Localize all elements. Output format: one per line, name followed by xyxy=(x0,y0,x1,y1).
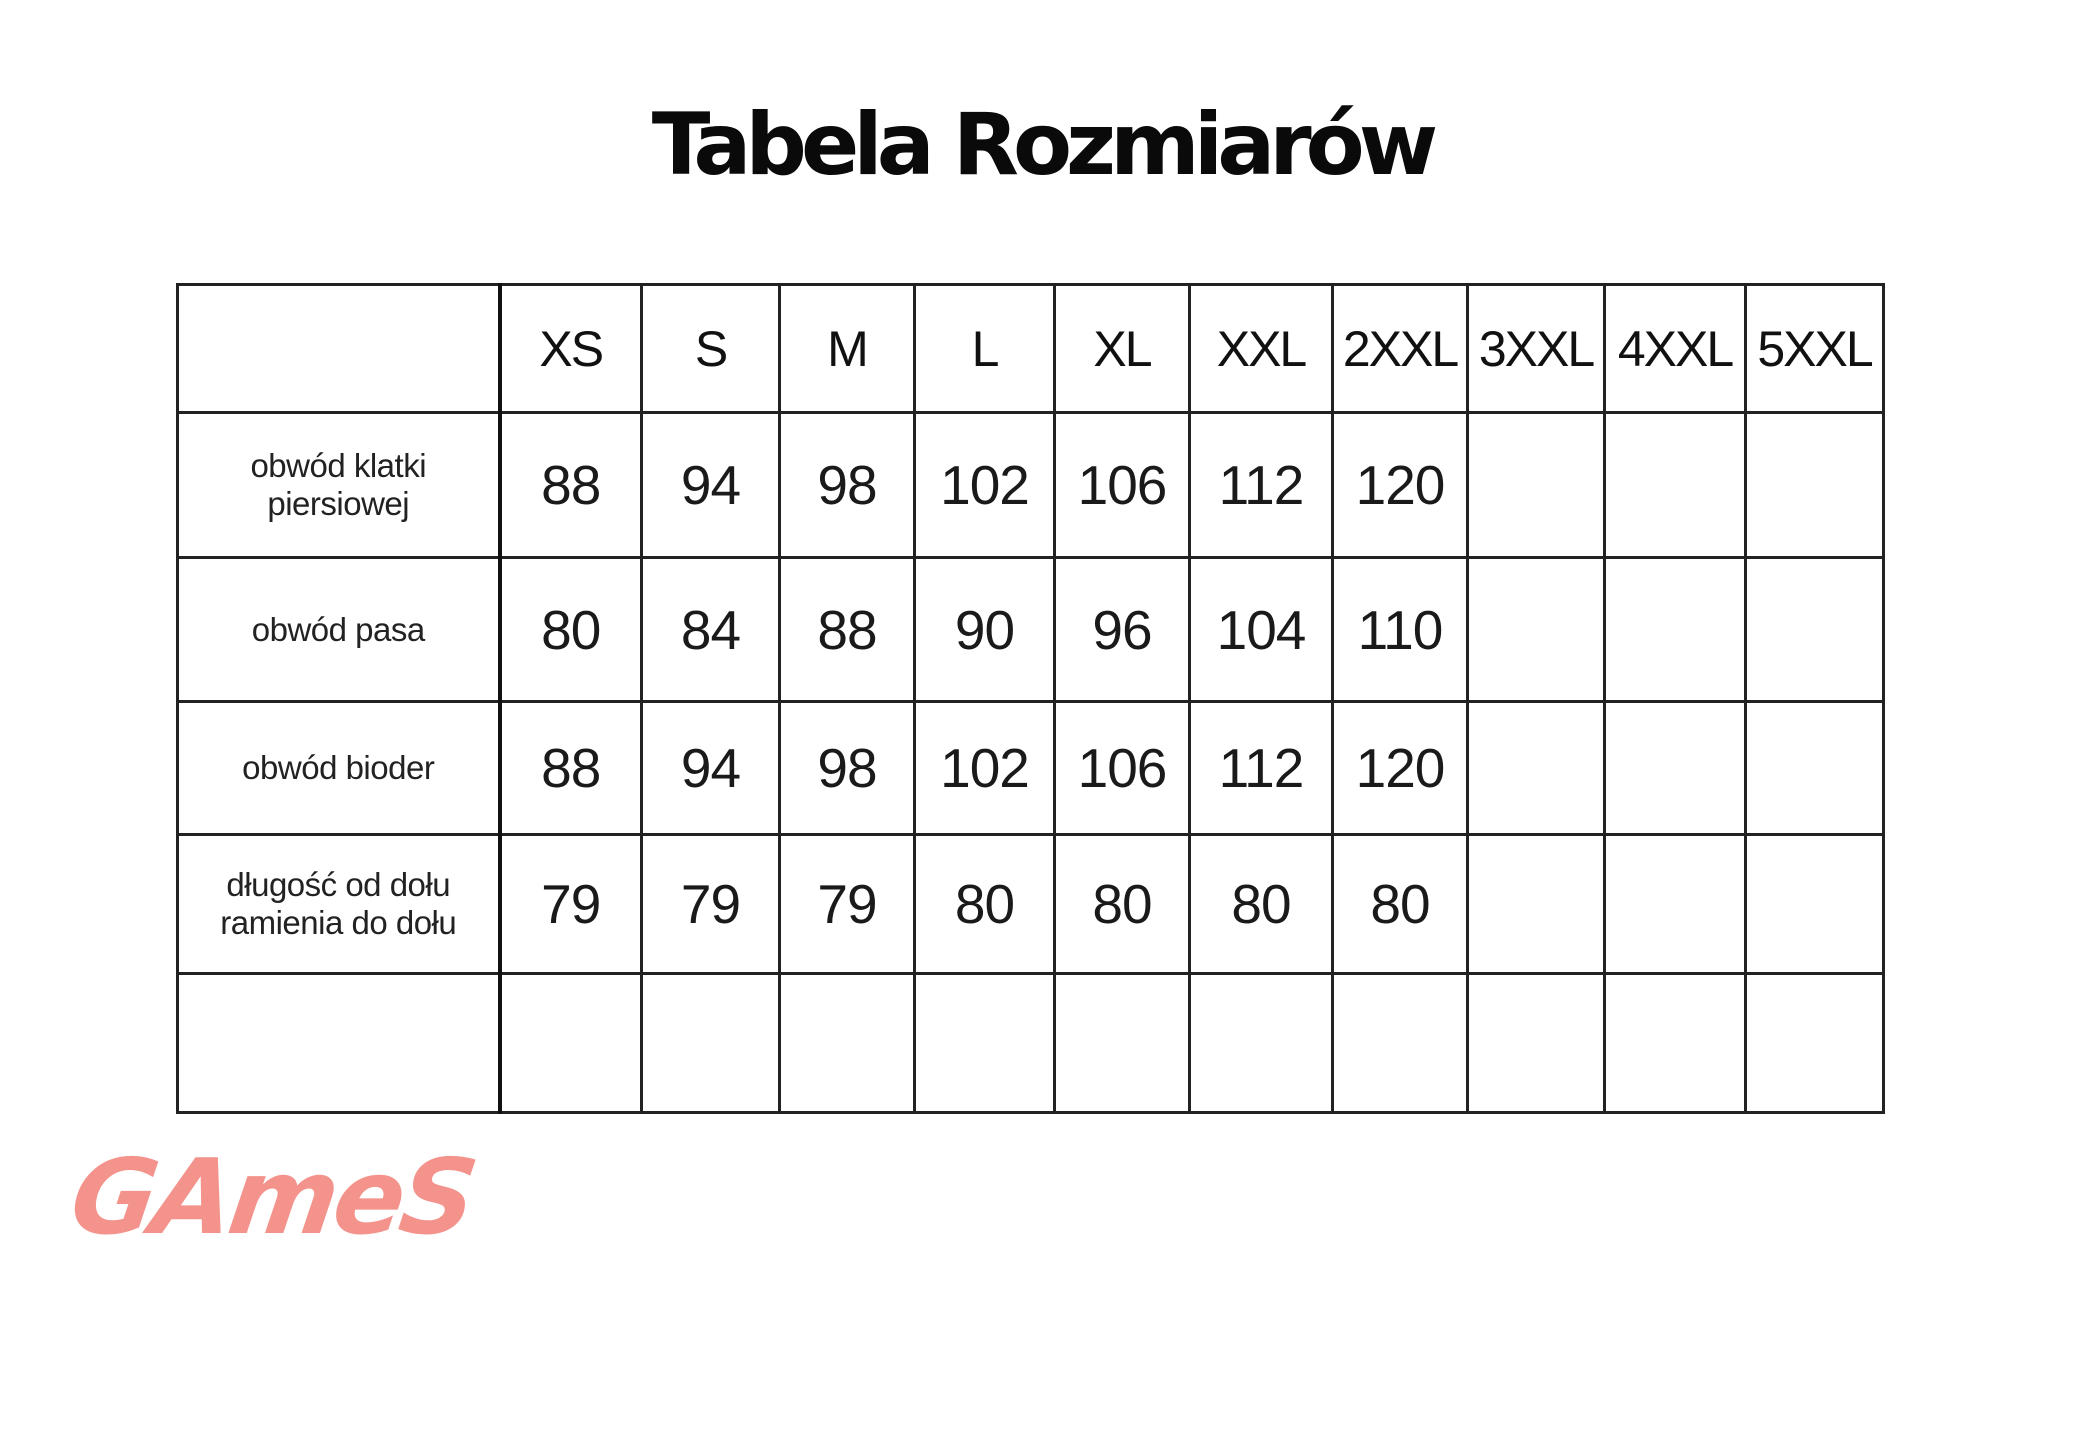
empty-cell xyxy=(1746,974,1884,1113)
size-header: XS xyxy=(500,285,642,413)
measurement-value xyxy=(1468,413,1605,558)
size-header: 3XXL xyxy=(1468,285,1605,413)
size-header: XL xyxy=(1055,285,1190,413)
row-label: obwód klatki piersiowej xyxy=(178,413,500,558)
measurement-value xyxy=(1605,835,1746,974)
measurement-row-hips xyxy=(178,702,1884,835)
measurement-row-chest xyxy=(178,413,1884,558)
empty-cell xyxy=(780,974,915,1113)
size-header: S xyxy=(642,285,780,413)
empty-cell xyxy=(915,974,1055,1113)
corner-cell xyxy=(178,285,500,413)
measurement-value: 106 xyxy=(1055,702,1190,835)
row-label: obwód bioder xyxy=(178,702,500,835)
measurement-value: 102 xyxy=(915,413,1055,558)
measurement-value: 104 xyxy=(1190,558,1333,702)
measurement-value: 120 xyxy=(1333,413,1468,558)
empty-cell xyxy=(1333,974,1468,1113)
measurement-row-length xyxy=(178,835,1884,974)
measurement-value: 80 xyxy=(500,558,642,702)
size-header: 5XXL xyxy=(1746,285,1884,413)
measurement-value: 80 xyxy=(1190,835,1333,974)
measurement-value xyxy=(1746,835,1884,974)
measurement-value: 112 xyxy=(1190,413,1333,558)
measurement-value xyxy=(1605,413,1746,558)
measurement-value: 90 xyxy=(915,558,1055,702)
measurement-value: 106 xyxy=(1055,413,1190,558)
measurement-value: 120 xyxy=(1333,702,1468,835)
measurement-value: 110 xyxy=(1333,558,1468,702)
measurement-value: 80 xyxy=(915,835,1055,974)
measurement-value xyxy=(1605,702,1746,835)
row-label: długość od dołu ramienia do dołu xyxy=(178,835,500,974)
measurement-value: 79 xyxy=(642,835,780,974)
watermark-text: GAmeS xyxy=(63,1136,481,1258)
measurement-value: 102 xyxy=(915,702,1055,835)
measurement-value xyxy=(1605,558,1746,702)
empty-cell xyxy=(1190,974,1333,1113)
empty-cell xyxy=(1605,974,1746,1113)
size-header: M xyxy=(780,285,915,413)
empty-cell xyxy=(500,974,642,1113)
page-title: Tabela Rozmiarów xyxy=(651,95,1433,195)
measurement-value: 88 xyxy=(500,413,642,558)
row-label: obwód pasa xyxy=(178,558,500,702)
games-watermark-logo xyxy=(63,1115,481,1258)
size-header-row xyxy=(178,285,1884,413)
size-header: L xyxy=(915,285,1055,413)
row-label xyxy=(178,974,500,1113)
empty-cell xyxy=(642,974,780,1113)
measurement-value: 94 xyxy=(642,413,780,558)
measurement-value xyxy=(1746,413,1884,558)
measurement-value xyxy=(1468,835,1605,974)
measurement-value: 79 xyxy=(780,835,915,974)
measurement-value: 79 xyxy=(500,835,642,974)
measurement-value xyxy=(1746,558,1884,702)
empty-cell xyxy=(1055,974,1190,1113)
empty-cell xyxy=(1468,974,1605,1113)
measurement-value: 88 xyxy=(780,558,915,702)
size-chart-table xyxy=(176,283,1885,1114)
measurement-value: 98 xyxy=(780,413,915,558)
measurement-value xyxy=(1468,558,1605,702)
size-header: XXL xyxy=(1190,285,1333,413)
empty-row xyxy=(178,974,1884,1113)
measurement-value: 96 xyxy=(1055,558,1190,702)
size-header: 4XXL xyxy=(1605,285,1746,413)
measurement-value: 88 xyxy=(500,702,642,835)
measurement-value: 98 xyxy=(780,702,915,835)
measurement-value xyxy=(1468,702,1605,835)
measurement-value: 80 xyxy=(1055,835,1190,974)
measurement-value: 94 xyxy=(642,702,780,835)
measurement-value: 80 xyxy=(1333,835,1468,974)
measurement-value xyxy=(1746,702,1884,835)
measurement-value: 112 xyxy=(1190,702,1333,835)
measurement-value: 84 xyxy=(642,558,780,702)
measurement-row-waist xyxy=(178,558,1884,702)
size-header: 2XXL xyxy=(1333,285,1468,413)
